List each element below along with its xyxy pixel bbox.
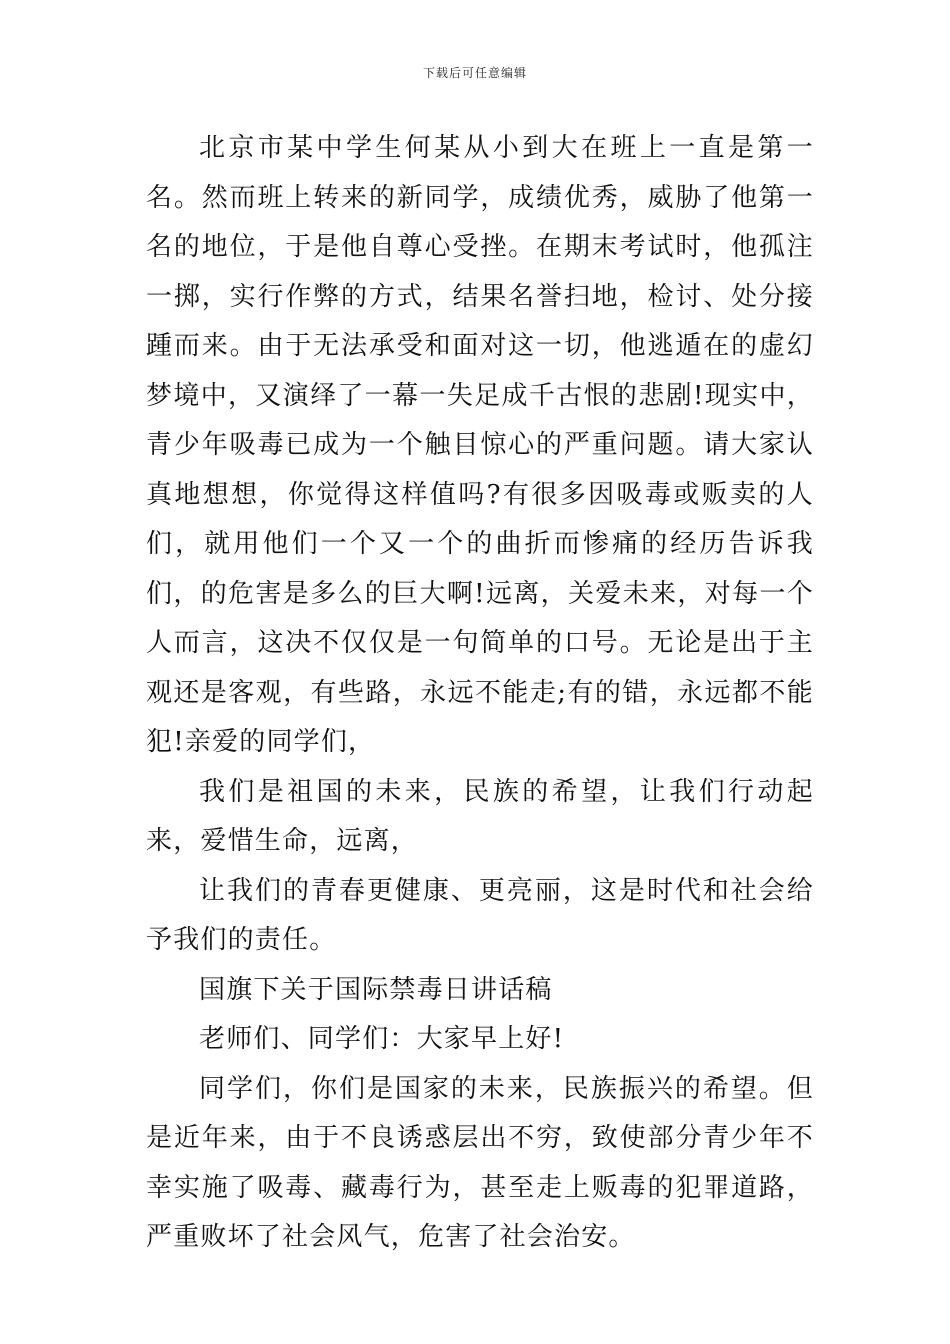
paragraph-intro: 同学们，你们是国家的未来，民族振兴的希望。但是近年来，由于不良诱惑层出不穷，致使部分青少年不幸实施了吸毒、藏毒行为，甚至走上贩毒的犯罪道路，严重败坏了社会风气，危害了社会治安。 (146, 1073, 814, 1252)
speech-title: 国旗下关于国际禁毒日讲话稿 (199, 974, 553, 1005)
paragraph-story: 北京市某中学生何某从小到大在班上一直是第一名。然而班上转来的新同学，成绩优秀，威胁了他第一名的地位，于是他自尊心受挫。在期末考试时，他孤注一掷，实行作弊的方式，结果名誉扫地，检讨、处分接踵而来。由于无法承受和面对这一切，他逃遁在的虚幻梦境中，又演绎了一幕一失足成千古恨的悲剧!现实中，青少年吸毒已成为一个触目惊心的严重问题。请大家认真地想想，你觉得这样值吗?有很多因吸毒或贩卖的人们，就用他们一个又一个的曲折而惨痛的经历告诉我们，的危害是多么的巨大啊!远离，关爱未来，对每一个人而言，这决不仅仅是一句简单的口号。无论是出于主观还是客观，有些路，永远不能走;有的错，永远都不能犯!亲爱的同学们， (146, 133, 814, 757)
document-body (146, 124, 814, 1263)
greeting: 老师们、同学们：大家早上好! (199, 1024, 565, 1054)
paragraph-future: 我们是祖国的未来，民族的希望，让我们行动起来，爱惜生命，远离， (146, 776, 814, 856)
paragraph-responsibility: 让我们的青春更健康、更亮丽，这是时代和社会给予我们的责任。 (146, 875, 814, 955)
page-header: 下载后可任意编辑 (422, 66, 527, 80)
